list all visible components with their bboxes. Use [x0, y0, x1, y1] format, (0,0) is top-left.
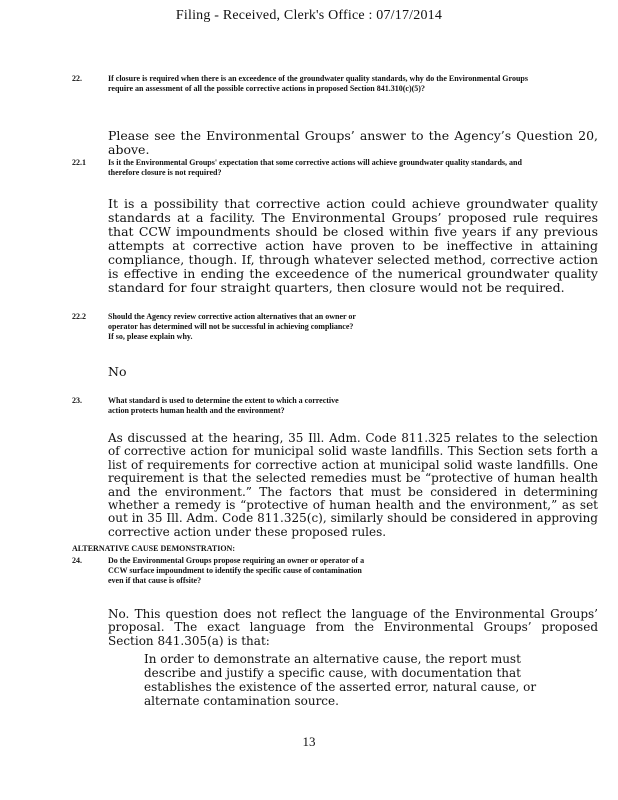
question-text: Is it the Environmental Groups' expectation that some corrective actions will achieve groundwater quality standards, and therefore closure is not required? — [108, 158, 522, 177]
question-number: 22. — [72, 74, 82, 83]
question-number: 24. — [72, 556, 82, 565]
answer-text: It is a possibility that corrective action could achieve groundwater quality standards at a facility. The Environmental Groups’ proposed rule requires that CCW impoundments should be closed within five years if any previous attempts at corrective action have proven to be ineffective in attaining compliance, though. If, through whatever selected method, corrective action is effective in ending the exceedence of the numerical groundwater quality standard for four straight quarters, then closure would not be required. — [108, 196, 598, 295]
answer-text: As discussed at the hearing, 35 Ill. Adm. Code 811.325 relates to the selection of corrective action for municipal solid waste landfills. This Section sets forth a list of requirements for corrective action at municipal solid waste landfills. One requirement is that the selected remedies must be “protective of human health and the environment.” The factors that must be considered in determining whether a remedy is “protective of human health and the environment,” as set out in 35 Ill. Adm. Code 811.325(c), similarly should be considered in approving corrective action under these proposed rules. — [108, 431, 598, 539]
answer-text: No — [108, 364, 127, 379]
question-number: 23. — [72, 396, 82, 405]
answer-text: Please see the Environmental Groups’ answer to the Agency’s Question 20, above. — [108, 128, 598, 157]
filing-stamp-header: Filing - Received, Clerk's Office : 07/17/2014 — [175, 8, 443, 23]
answer-text: No. This question does not reflect the language of the Environmental Groups’ proposal. The exact language from the Environmental Groups’ proposed Section 841.305(a) is that: — [108, 607, 598, 648]
page-number: 13 — [302, 734, 316, 749]
question-text: Should the Agency review corrective action alternatives that an owner or operator has determined will not be successful in achieving compliance? If so, please explain why. — [108, 312, 356, 341]
question-text: If closure is required when there is an exceedence of the groundwater quality standards, why do the Environmental Groups require an assessment of all the possible corrective actions in proposed Section 841.310(c)(5)? — [108, 74, 528, 93]
question-text: What standard is used to determine the extent to which a corrective action protects human health and the environment? — [108, 396, 339, 415]
question-text: Do the Environmental Groups propose requiring an owner or operator of a CCW surface impoundment to identify the specific cause of contamination even if that cause is offsite? — [108, 556, 365, 585]
section-heading: ALTERNATIVE CAUSE DEMONSTRATION: — [72, 544, 235, 553]
question-number: 22.1 — [72, 158, 86, 167]
block-quote: In order to demonstrate an alternative cause, the report must describe and justify a specific cause, with documentation that establishes the existence of the asserted error, natural cause, or alternate contamination source. — [144, 652, 537, 708]
question-number: 22.2 — [72, 312, 86, 321]
